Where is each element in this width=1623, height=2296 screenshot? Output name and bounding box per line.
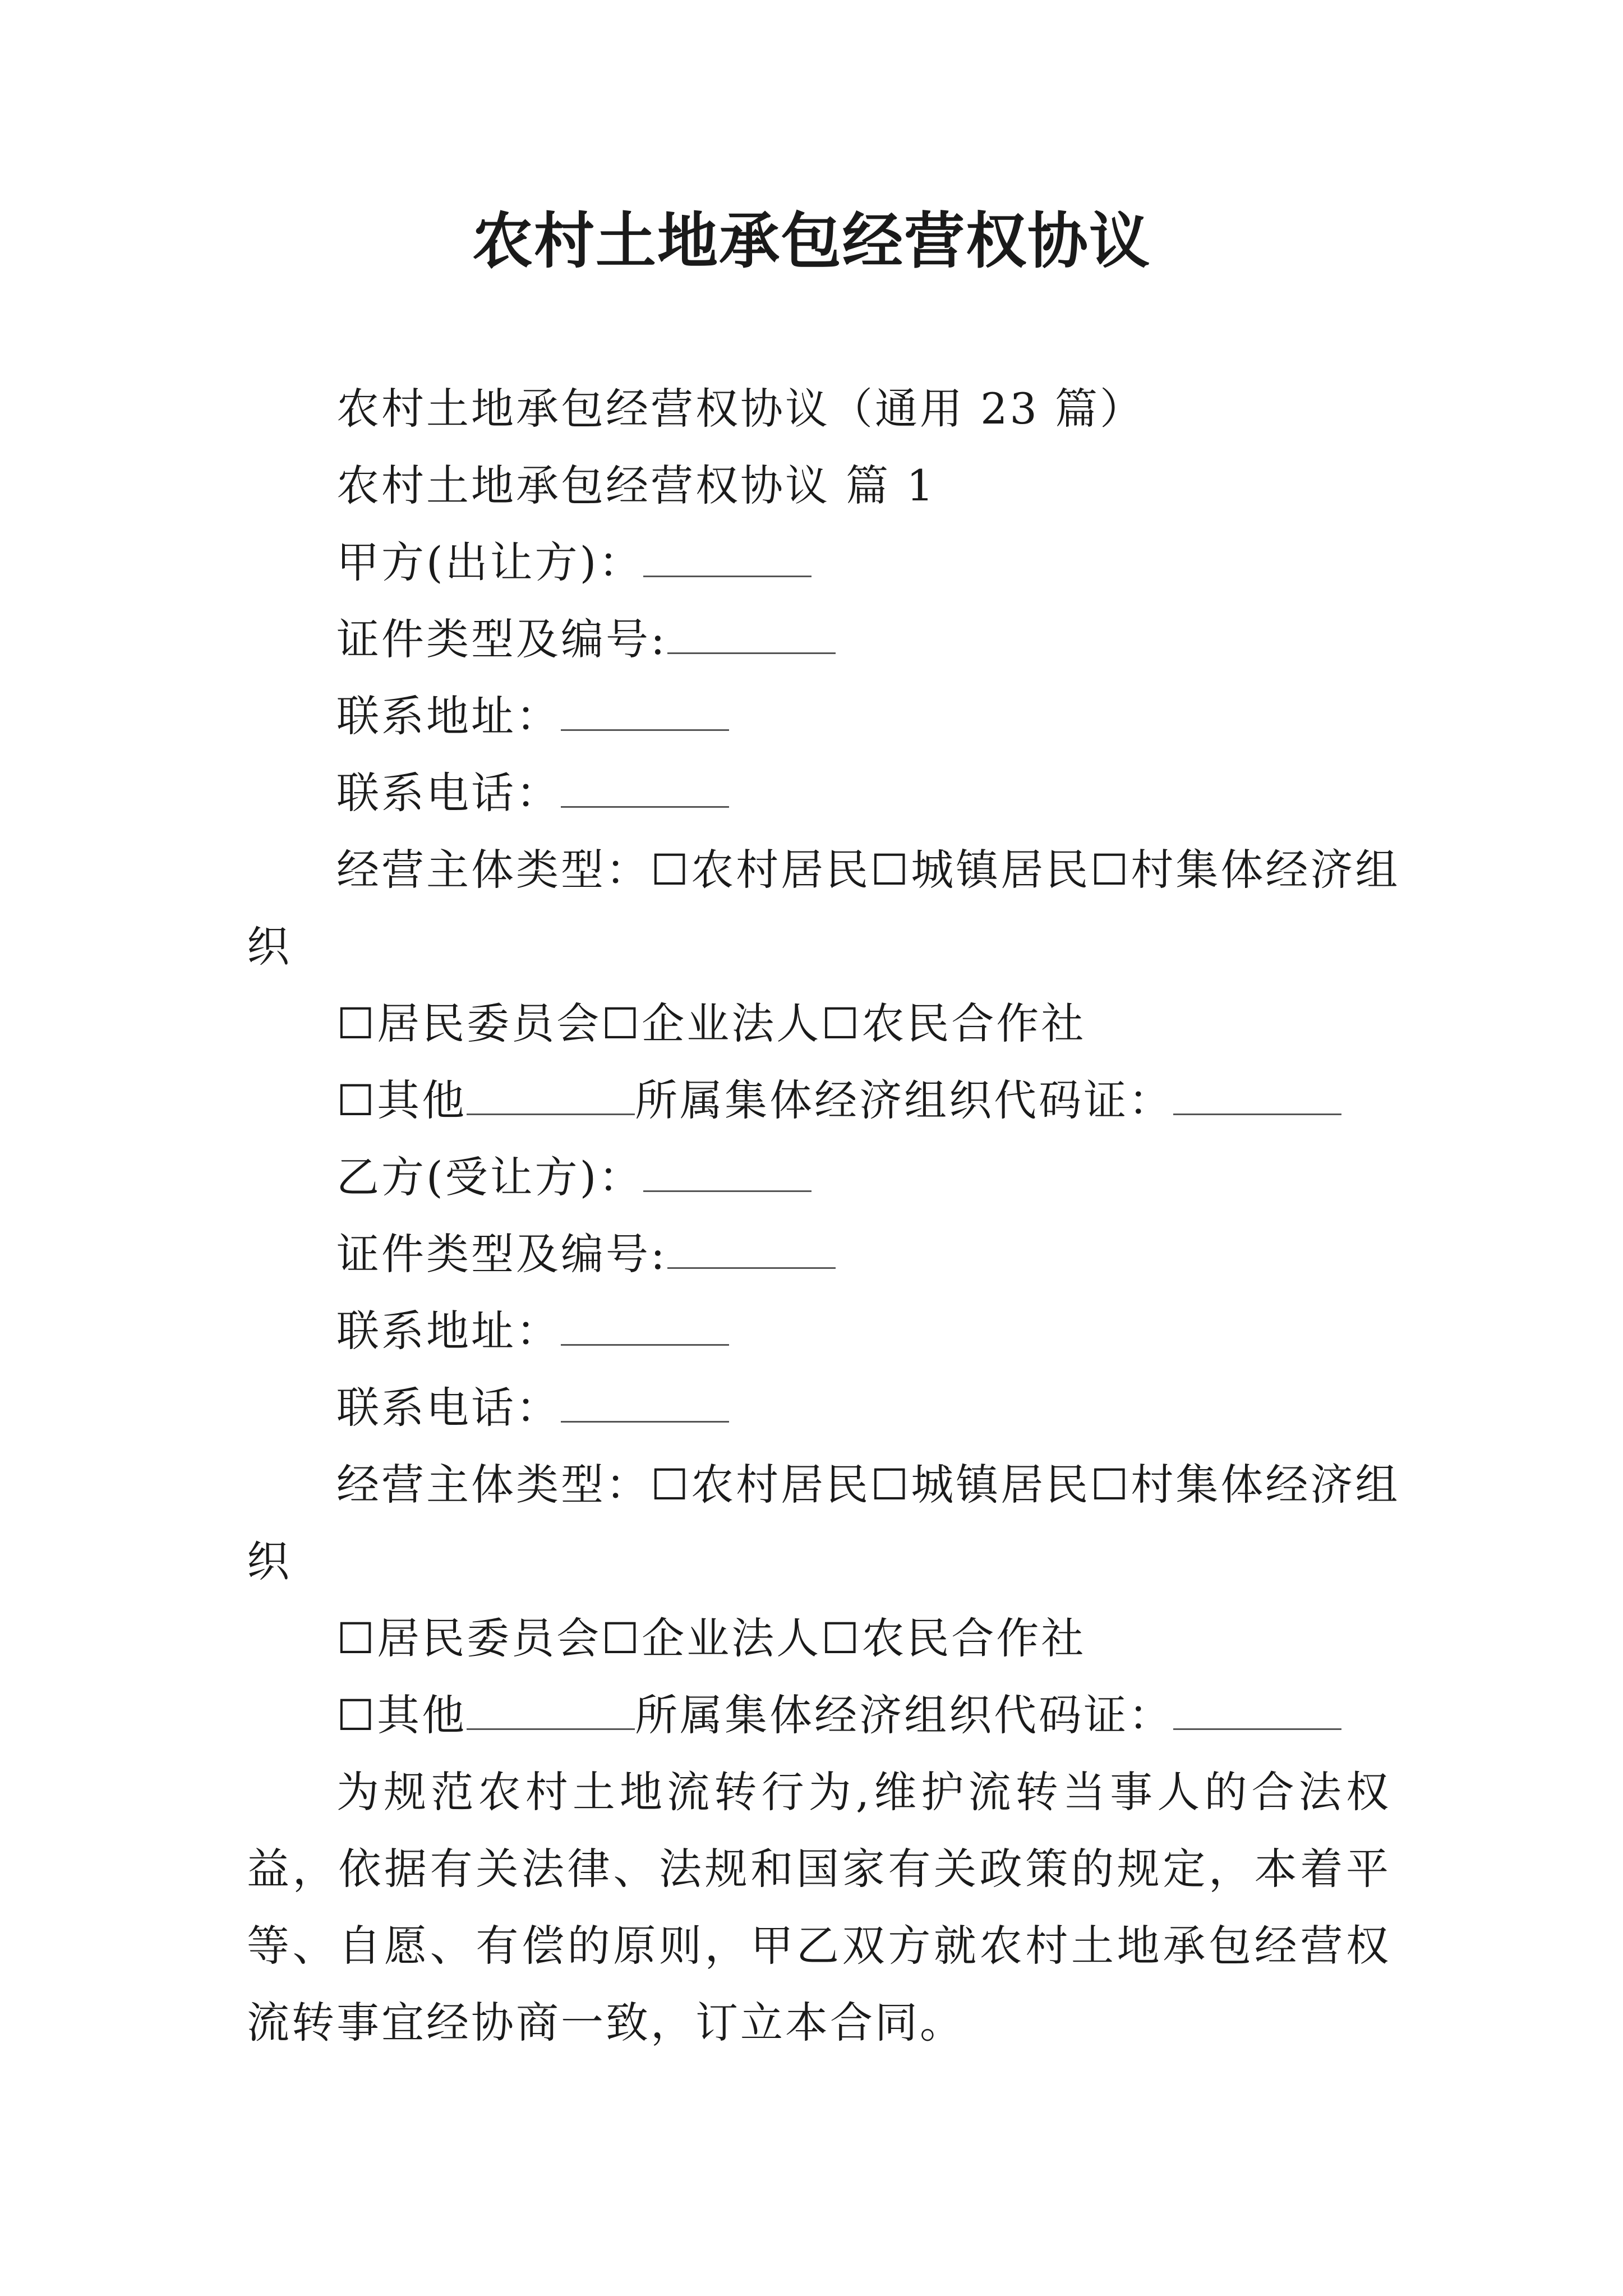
party-a-id-label: 证件类型及编号:	[336, 614, 667, 664]
party-b-entity-type-line	[247, 1446, 1400, 1523]
party-b-entity-type-cont: 织	[247, 1536, 292, 1586]
article-heading: 农村土地承包经营权协议 篇 1	[336, 461, 936, 510]
party-b-other-label: ☐其他	[336, 1690, 467, 1740]
party-a-entity-type-line	[247, 831, 1400, 908]
party-a-org-code-label: 所属集体经济组织代码证：	[635, 1075, 1174, 1125]
party-b-entity-type-label: 经营主体类型：	[336, 1460, 651, 1510]
party-a-phone-blank	[561, 771, 729, 808]
party-b-entity-types-1: ☐农村居民☐城镇居民☐村集体经济组	[651, 1460, 1400, 1510]
party-a-entity-types-1: ☐农村居民☐城镇居民☐村集体经济组	[651, 845, 1400, 895]
party-a-other-label: ☐其他	[336, 1075, 467, 1125]
party-a-other-blank	[467, 1079, 635, 1115]
party-a-line	[247, 524, 1391, 601]
party-a-entity-types-2: ☐居民委员会☐企业法人☐农民合作社	[336, 999, 1086, 1048]
party-b-id-label: 证件类型及编号:	[336, 1229, 667, 1279]
party-a-phone-label: 联系电话：	[336, 768, 561, 818]
party-a-entity-type-label: 经营主体类型：	[336, 845, 651, 895]
party-b-name-blank	[643, 1156, 811, 1192]
party-b-other-line	[247, 1677, 1391, 1754]
party-a-other-line	[247, 1062, 1391, 1139]
document-title: 农村土地承包经营权协议	[472, 206, 1151, 277]
party-b-address-line	[247, 1292, 1391, 1369]
party-a-address-label: 联系地址：	[336, 691, 561, 741]
party-a-entity-type-cont: 织	[247, 922, 292, 972]
party-b-line	[247, 1139, 1391, 1216]
party-a-address-blank	[561, 694, 729, 731]
party-b-phone-line	[247, 1369, 1391, 1446]
party-b-label: 乙方(受让方)：	[336, 1152, 644, 1202]
party-a-id-blank	[667, 618, 836, 654]
party-b-org-code-blank	[1173, 1694, 1341, 1730]
party-b-address-blank	[561, 1309, 729, 1346]
party-b-other-blank	[467, 1694, 635, 1730]
party-b-entity-types-2: ☐居民委员会☐企业法人☐农民合作社	[336, 1613, 1086, 1663]
party-b-phone-blank	[561, 1386, 729, 1423]
document-subtitle: 农村土地承包经营权协议（通用 23 篇）	[336, 384, 1145, 434]
party-a-address-line	[247, 678, 1391, 754]
party-b-address-label: 联系地址：	[336, 1306, 561, 1356]
party-b-id-blank	[667, 1232, 836, 1269]
preamble-paragraph: 为规范农村土地流转行为,维护流转当事人的合法权益，依据有关法律、法规和国家有关政策的规定，本着平等、自愿、有偿的原则，甲乙双方就农村土地承包经营权流转事宜经协商一致，订立本合同。	[247, 1767, 1391, 2047]
party-a-org-code-blank	[1173, 1079, 1341, 1115]
party-a-label: 甲方(出让方)：	[336, 537, 644, 587]
party-a-name-blank	[643, 541, 811, 577]
party-b-phone-label: 联系电话：	[336, 1383, 561, 1433]
party-a-phone-line	[247, 754, 1391, 831]
document-body	[247, 370, 1400, 2061]
party-b-id-line	[247, 1216, 1391, 1292]
party-b-org-code-label: 所属集体经济组织代码证：	[635, 1690, 1174, 1740]
party-a-id-line	[247, 601, 1391, 678]
